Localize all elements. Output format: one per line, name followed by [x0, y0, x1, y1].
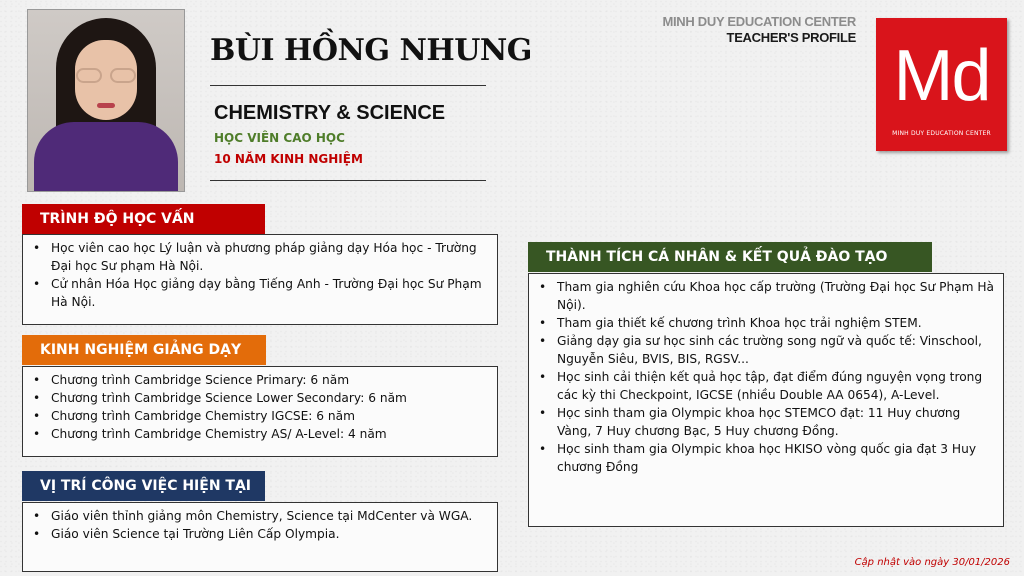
profile-subtitle: TEACHER'S PROFILE — [726, 30, 856, 45]
updated-date: Cập nhật vào ngày 30/01/2026 — [854, 557, 1010, 568]
list-item: • Tham gia thiết kế chương trình Khoa học trải nghiệm STEM. — [535, 314, 995, 332]
achievements-heading: THÀNH TÍCH CÁ NHÂN & KẾT QUẢ ĐÀO TẠO — [528, 242, 932, 272]
achievements-box — [528, 273, 1004, 527]
list-item: • Chương trình Cambridge Chemistry AS/ A-Level: 4 năm — [29, 425, 489, 443]
list-item: • Giáo viên thỉnh giảng môn Chemistry, Science tại MdCenter và WGA. — [29, 507, 489, 525]
teacher-degree: HỌC VIÊN CAO HỌC — [214, 131, 345, 145]
education-heading: TRÌNH ĐỘ HỌC VẤN — [22, 204, 265, 234]
teacher-name: BÙI HỒNG NHUNG — [210, 33, 532, 68]
list-item: • Chương trình Cambridge Chemistry IGCSE: 6 năm — [29, 407, 489, 425]
header-divider — [210, 180, 486, 181]
list-item: • Chương trình Cambridge Science Lower Secondary: 6 năm — [29, 389, 489, 407]
list-item: • Tham gia nghiên cứu Khoa học cấp trường (Trường Đại học Sư Phạm Hà Nội). — [535, 278, 995, 314]
list-item: • Học sinh cải thiện kết quả học tập, đạt điểm đúng nguyện vọng trong các kỳ thi Checkpoint, IGCSE (nhiều Double AA 0654), A-Level. — [535, 368, 995, 404]
list-item: • Giảng dạy gia sư học sinh các trường song ngữ và quốc tế: Vinschool, Nguyễn Siêu, BVIS, BIS, RGSV... — [535, 332, 995, 368]
list-item: • Học sinh tham gia Olympic khoa học HKISO vòng quốc gia đạt 3 Huy chương Đồng — [535, 440, 995, 476]
position-box — [22, 502, 498, 572]
center-logo — [876, 18, 1007, 151]
center-name: MINH DUY EDUCATION CENTER — [662, 14, 856, 29]
position-heading: VỊ TRÍ CÔNG VIỆC HIỆN TẠI — [22, 471, 265, 501]
teacher-experience: 10 NĂM KINH NGHIỆM — [214, 152, 363, 166]
logo-mark: Md — [893, 36, 990, 116]
logo-subtext: MINH DUY EDUCATION CENTER — [892, 130, 991, 137]
experience-box — [22, 366, 498, 457]
experience-heading: KINH NGHIỆM GIẢNG DẠY — [22, 335, 266, 365]
education-box — [22, 234, 498, 325]
teacher-photo — [27, 9, 185, 192]
list-item: • Cử nhân Hóa Học giảng dạy bằng Tiếng Anh - Trường Đại học Sư Phạm Hà Nội. — [29, 275, 489, 311]
list-item: • Chương trình Cambridge Science Primary: 6 năm — [29, 371, 489, 389]
list-item: • Giáo viên Science tại Trường Liên Cấp Olympia. — [29, 525, 489, 543]
name-divider — [210, 85, 486, 86]
teacher-subject: CHEMISTRY & SCIENCE — [214, 102, 446, 124]
list-item: • Học sinh tham gia Olympic khoa học STEMCO đạt: 11 Huy chương Vàng, 7 Huy chương Bạc, 5 Huy chương Đồng. — [535, 404, 995, 440]
list-item: • Học viên cao học Lý luận và phương pháp giảng dạy Hóa học - Trường Đại học Sư phạm Hà Nội. — [29, 239, 489, 275]
